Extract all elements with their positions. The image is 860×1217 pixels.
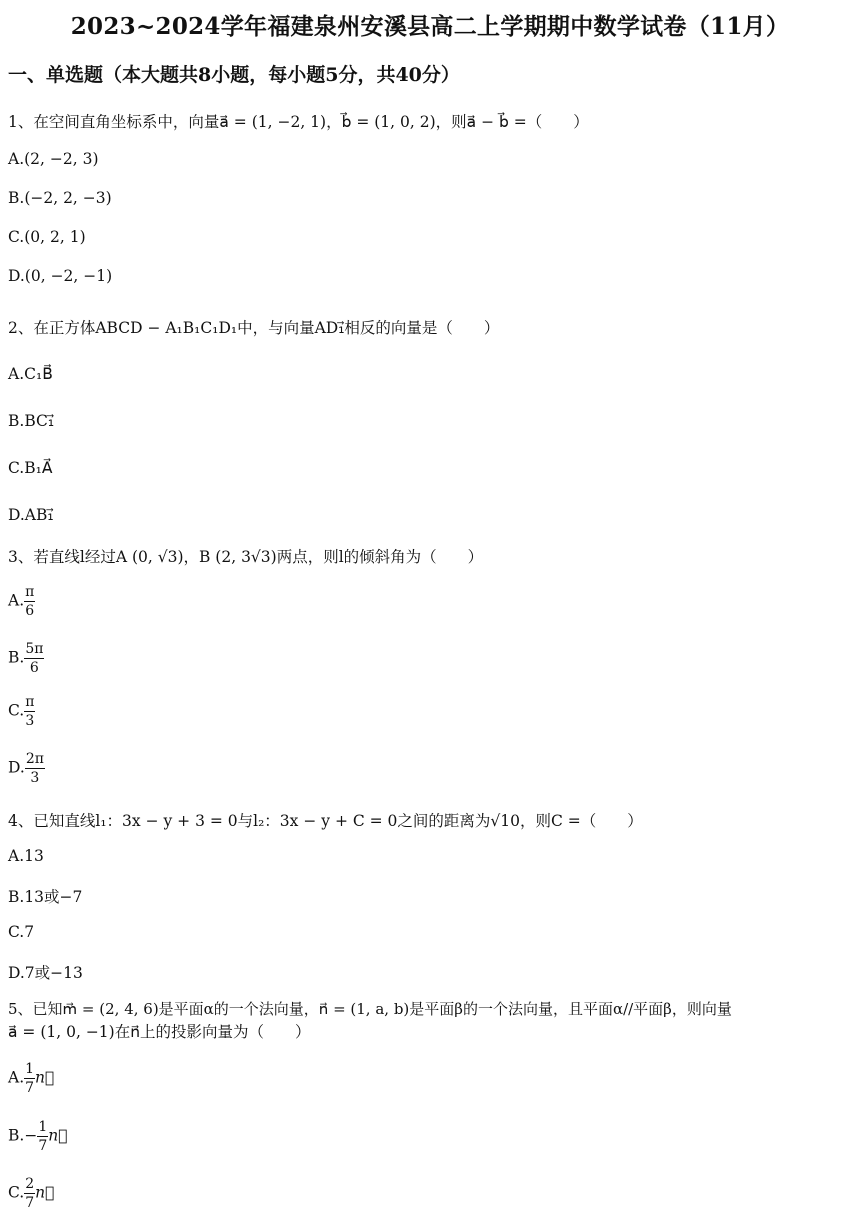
fraction [25, 752, 45, 785]
question-5-option-a [8, 1062, 54, 1095]
fraction-numerator: 5π [25, 641, 44, 657]
exam-title: 2023~2024学年福建泉州安溪县高二上学期期中数学试卷（11月） [70, 13, 790, 40]
question-1-option-c: C.(0, 2, 1) [8, 228, 86, 246]
fraction-numerator: 1 [25, 1061, 35, 1077]
section-heading: 一、单选题（本大题共8小题，每小题5分，共40分） [8, 64, 460, 86]
question-5-option-b [8, 1120, 68, 1153]
question-4-option-a: A.13 [8, 847, 44, 865]
fraction-denominator: 3 [30, 770, 40, 786]
question-1-stem: 1、在空间直角坐标系中，向量a⃗ = (1, −2, 1)，b⃗ = (1, 0, 2)，则a⃗ − b⃗ =（ ） [8, 113, 589, 131]
fraction [24, 695, 35, 728]
fraction-numerator: 2 [25, 1176, 35, 1192]
question-4-option-d: D.7或−13 [8, 964, 83, 982]
question-5-stem-line-2: a⃗ = (1, 0, −1)在n⃗上的投影向量为（ ） [8, 1023, 311, 1041]
fraction [24, 585, 35, 618]
vector-n: n⃗ [35, 1183, 55, 1202]
vector-n: n⃗ [35, 1068, 55, 1087]
question-4-stem: 4、已知直线l₁：3x − y + 3 = 0与l₂：3x − y + C = 0之间的距离为√10，则C =（ ） [8, 812, 643, 830]
option-sign: − [24, 1126, 38, 1145]
question-3-option-c [8, 695, 35, 728]
question-5-option-c [8, 1177, 54, 1210]
question-2-stem: 2、在正方体ABCD − A₁B₁C₁D₁中，与向量AD₁⃗相反的向量是（ ） [8, 319, 500, 337]
question-4-option-b: B.13或−7 [8, 888, 83, 906]
question-3-option-b [8, 642, 44, 675]
fraction-denominator: 7 [25, 1195, 35, 1211]
fraction-denominator: 7 [38, 1138, 48, 1154]
question-5-stem-line-1: 5、已知m⃗ = (2, 4, 6)是平面α的一个法向量，n⃗ = (1, a, b)是平面β的一个法向量，且平面α//平面β，则向量 [8, 1000, 732, 1018]
fraction-denominator: 6 [25, 603, 35, 619]
fraction-numerator: 1 [38, 1119, 48, 1135]
question-2-option-a: A.C₁B⃗ [8, 365, 53, 383]
fraction [24, 1062, 35, 1095]
question-2-option-b: B.BC₁⃗ [8, 412, 55, 430]
option-label: C. [8, 701, 25, 720]
fraction [37, 1120, 48, 1153]
fraction-denominator: 6 [29, 660, 39, 676]
fraction [24, 642, 44, 675]
option-label: B. [8, 648, 25, 667]
option-label: C. [8, 1183, 25, 1202]
fraction [24, 1177, 35, 1210]
fraction-numerator: π [25, 694, 35, 710]
option-label: A. [8, 591, 25, 610]
question-3-stem: 3、若直线l经过A (0, √3)，B (2, 3√3)两点，则l的倾斜角为（ ） [8, 548, 484, 566]
option-label: D. [8, 758, 25, 777]
question-3-option-d [8, 752, 45, 785]
option-label: A. [8, 1068, 25, 1087]
vector-n: n⃗ [48, 1126, 68, 1145]
question-4-option-c: C.7 [8, 923, 35, 941]
question-1-option-a: A.(2, −2, 3) [8, 150, 99, 168]
fraction-denominator: 7 [25, 1080, 35, 1096]
fraction-numerator: 2π [25, 751, 44, 767]
fraction-numerator: π [25, 584, 35, 600]
question-1-option-b: B.(−2, 2, −3) [8, 189, 112, 207]
question-2-option-c: C.B₁A⃗ [8, 459, 53, 477]
question-3-option-a [8, 585, 35, 618]
question-2-option-d: D.AB₁⃗ [8, 506, 54, 524]
question-1-option-d: D.(0, −2, −1) [8, 267, 113, 285]
fraction-denominator: 3 [25, 713, 35, 729]
option-label: B. [8, 1126, 25, 1145]
